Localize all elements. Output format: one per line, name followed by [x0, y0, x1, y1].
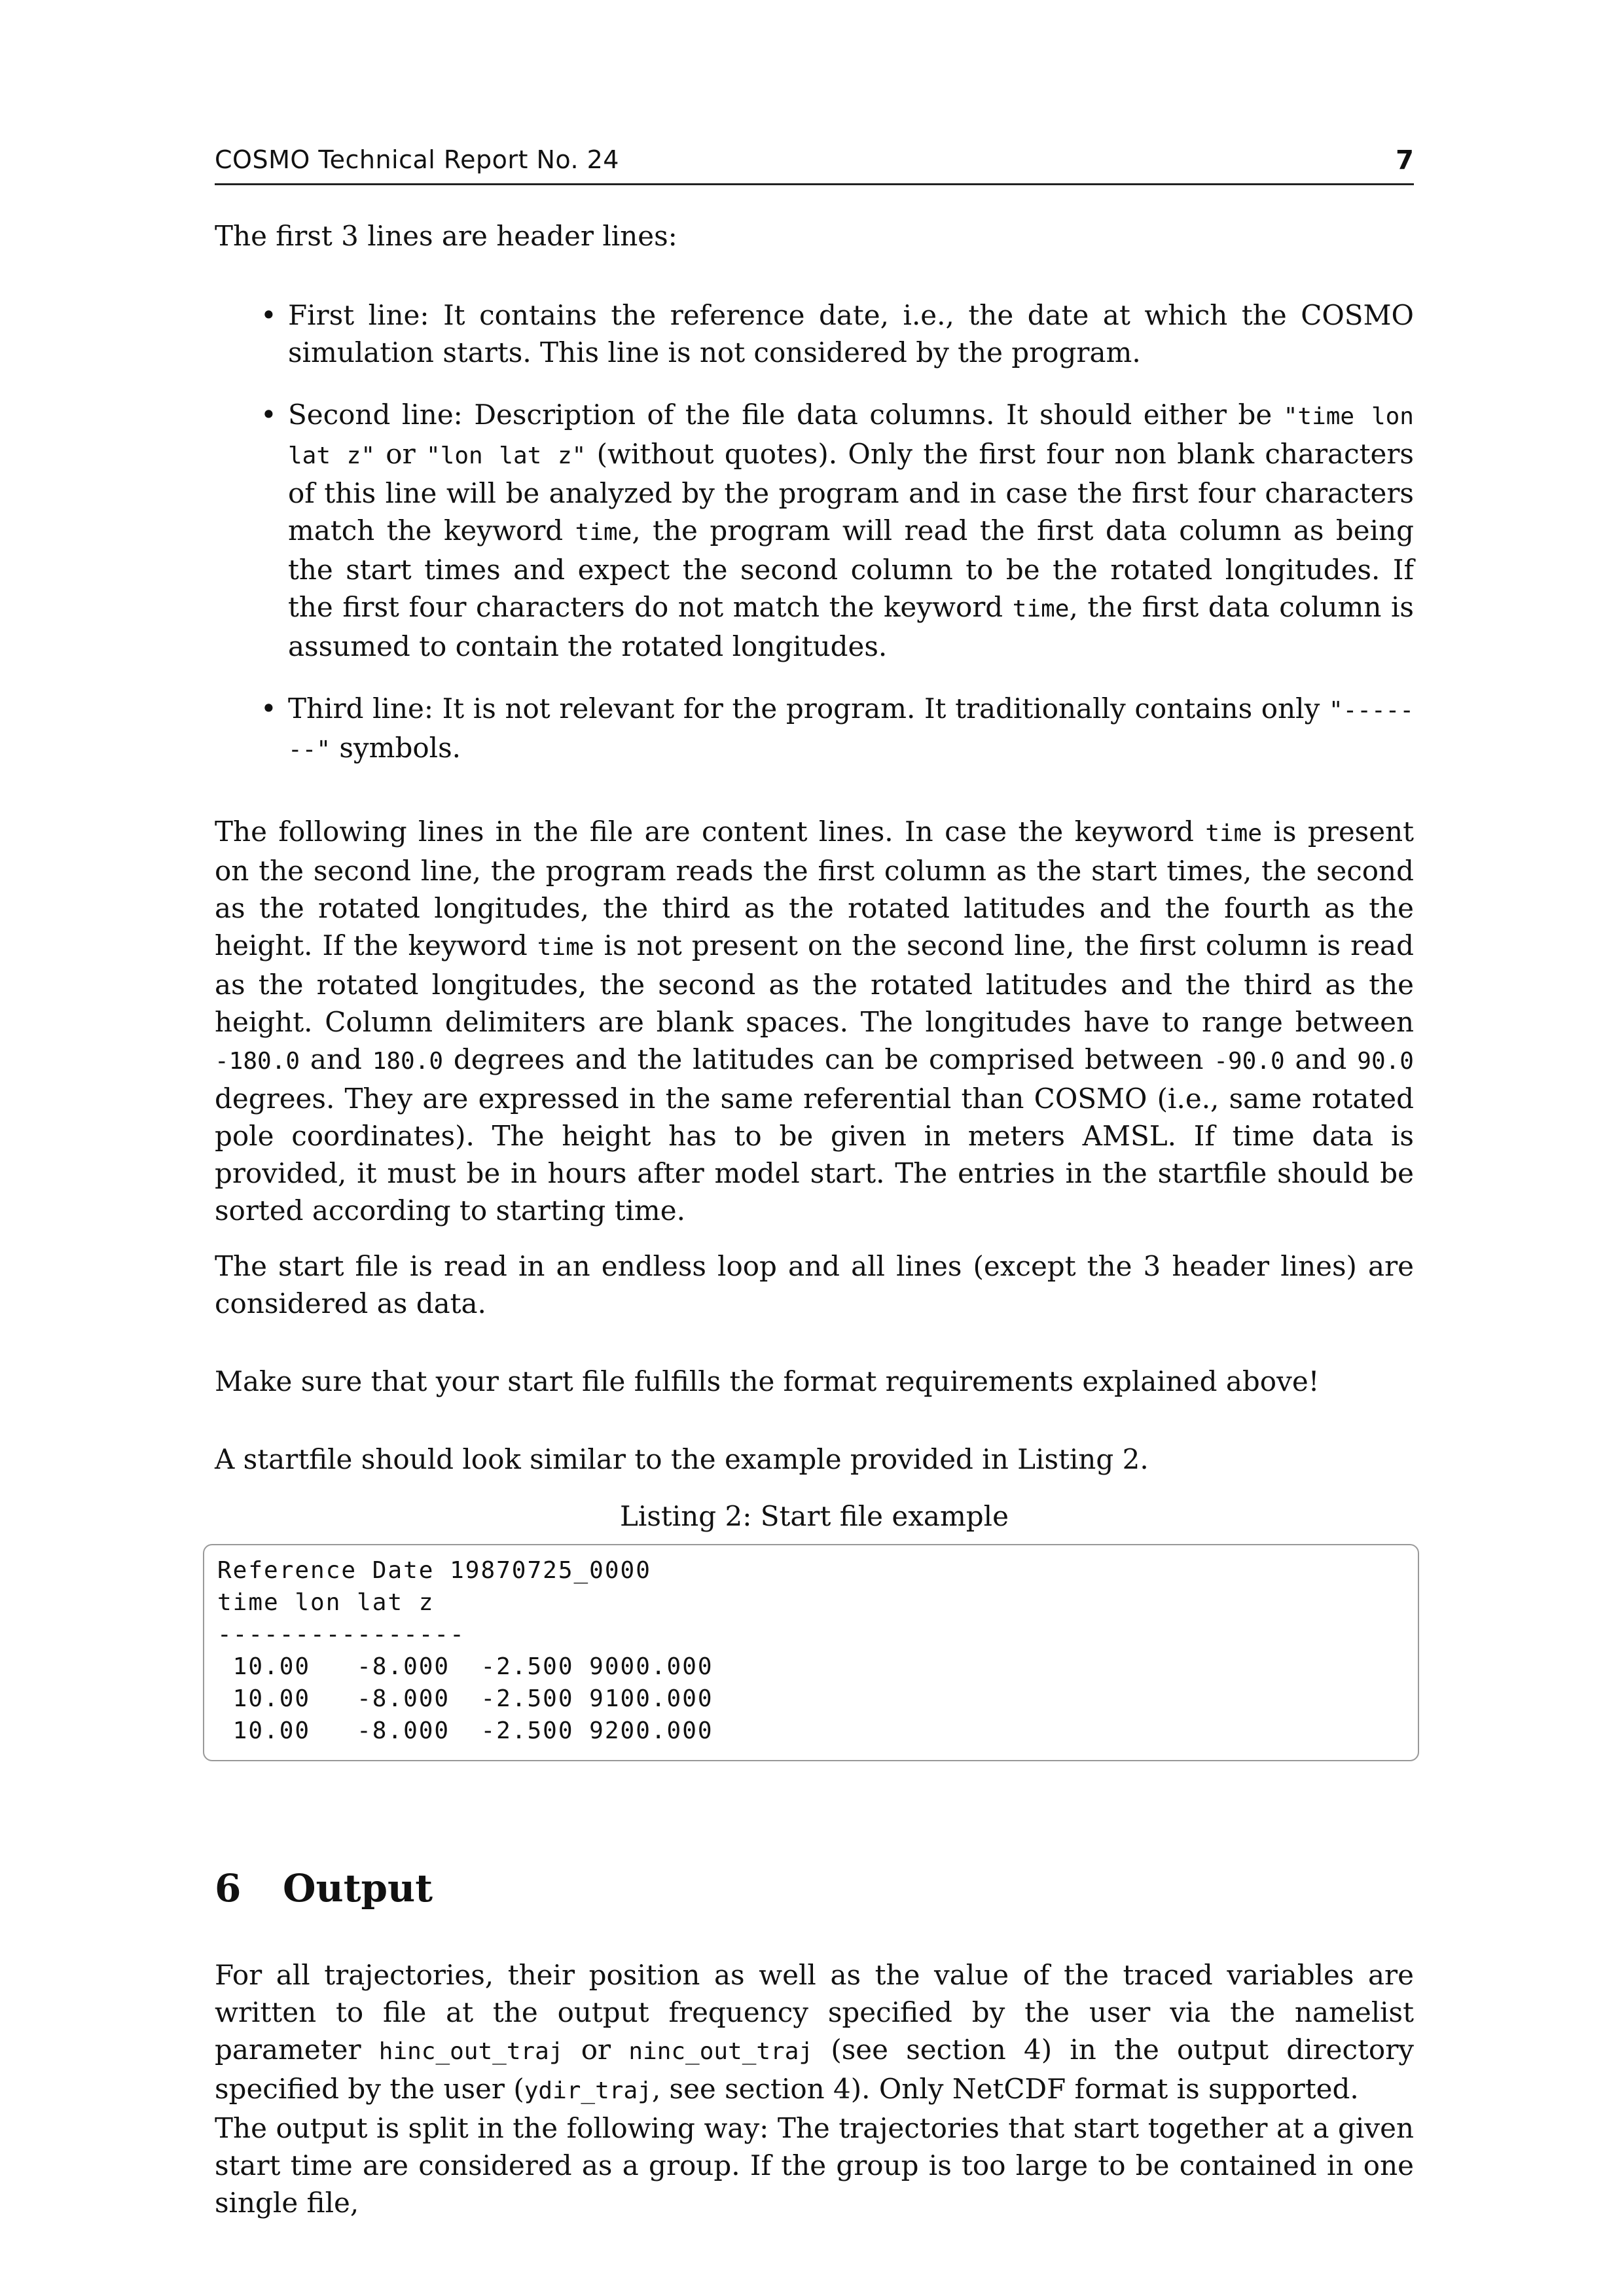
code-listing — [203, 1544, 1419, 1761]
list-item-text: Third line: It is not relevant for the program. It traditionally contains only — [288, 692, 1329, 725]
endless-loop-paragraph: The start file is read in an endless loop and all lines (except the 3 header lines) are considered as data. — [215, 1250, 1414, 1319]
running-header — [215, 143, 1414, 185]
inline-code: time — [575, 519, 632, 546]
code-line: Reference Date 19870725_0000 — [217, 1557, 651, 1584]
list-item — [215, 296, 1414, 371]
content-lines-paragraph — [215, 813, 1414, 1229]
inline-code: "lon lat z" — [425, 442, 586, 469]
inline-code: 180.0 — [372, 1048, 444, 1075]
bullet-icon: • — [261, 399, 277, 431]
output-paragraph — [215, 1956, 1414, 2109]
list-item-text: , the program will read the first data column as being the start times and expect the second column to be the rotated longitudes. If the first four characters do not match the keyword — [288, 514, 1415, 623]
list-item-text: Second line: Description of the file data columns. It should either be — [288, 399, 1284, 431]
intro-paragraph: The first 3 lines are header lines: — [215, 220, 677, 252]
inline-code: "time lon lat z" — [288, 403, 1414, 469]
inline-code: ydir_traj — [524, 2077, 652, 2104]
text-run: is not present on the second line, the first column is read as the rotated longitudes, the second as the rotated latitudes and the third as the height. Column delimiters are blank spaces. The longitudes have to range between — [215, 929, 1414, 1038]
inline-code: 90.0 — [1357, 1048, 1414, 1075]
text-run: For all trajectories, their position as well as the value of the traced variables are written to file at the output frequency specified by the user via the namelist parameter — [215, 1959, 1414, 2066]
text-run: (see section 4) in the output directory specified by the user ( — [215, 2034, 1415, 2105]
code-line: ---------------- — [217, 1621, 465, 1648]
list-item-text: or — [375, 438, 426, 470]
page-number: 7 — [1396, 145, 1414, 175]
list-item-text: (without quotes). Only the first four non blank characters of this line will be analyzed by the program and in case the first four characters match the keyword — [288, 438, 1414, 547]
listing-caption: Listing 2: Start file example — [620, 1500, 1009, 1532]
code-line: 10.00 -8.000 -2.500 9000.000 — [217, 1653, 713, 1680]
list-item-text: First line: It contains the reference date, i.e., the date at which the COSMO simulation starts. This line is not considered by the program. — [288, 299, 1414, 368]
list-item — [215, 396, 1414, 665]
inline-code: time — [537, 934, 594, 961]
text-run: degrees. They are expressed in the same referential than COSMO (i.e., same rotated pole coordinates). The height has to be given in meters AMSL. If time data is provided, it must be in hours after model start. The entries in the startfile should be sorted according to starting time. — [215, 1083, 1414, 1227]
inline-code: time — [1012, 596, 1070, 622]
inline-code: "-------" — [288, 697, 1414, 763]
inline-code: ninc_out_traj — [628, 2038, 814, 2065]
output-split-paragraph: The output is split in the following way: The trajectories that start together at a given start time are considered as a group. If the group is too large to be contained in one single file, — [215, 2112, 1414, 2219]
inline-code: -90.0 — [1214, 1048, 1285, 1075]
list-item — [215, 690, 1414, 768]
code-line: time lon lat z — [217, 1589, 435, 1616]
listing-reference-paragraph: A startfile should look similar to the example provided in Listing 2. — [215, 1443, 1149, 1475]
inline-code: -180.0 — [215, 1048, 300, 1075]
inline-code: time — [1205, 820, 1263, 847]
format-warning-paragraph: Make sure that your start file fulfills the format requirements explained above! — [215, 1365, 1320, 1397]
text-run: is present on the second line, the program reads the first column as the start times, the second as the rotated longitudes, the third as the rotated latitudes and the fourth as the height. If the keyword — [215, 816, 1415, 961]
text-run: and — [300, 1043, 372, 1075]
text-run: , see section 4). Only NetCDF format is supported. — [651, 2073, 1359, 2105]
text-run: degrees and the latitudes can be comprised between — [443, 1043, 1214, 1075]
code-line: 10.00 -8.000 -2.500 9100.000 — [217, 1685, 713, 1712]
section-number: 6 — [215, 1866, 242, 1910]
page-body — [215, 217, 1414, 2221]
text-run: or — [563, 2034, 629, 2066]
section-heading — [215, 1866, 1414, 1910]
report-title: COSMO Technical Report No. 24 — [215, 145, 619, 174]
text-run: The following lines in the file are content lines. In case the keyword — [215, 816, 1206, 848]
code-line: 10.00 -8.000 -2.500 9200.000 — [217, 1717, 713, 1744]
inline-code: hinc_out_traj — [378, 2038, 564, 2065]
header-lines-list — [215, 296, 1414, 768]
section-title: Output — [283, 1866, 433, 1910]
text-run: and — [1284, 1043, 1358, 1075]
list-item-text: , the first data column is assumed to contain the rotated longitudes. — [288, 591, 1414, 662]
bullet-icon: • — [261, 299, 277, 331]
list-item-text: symbols. — [331, 732, 461, 764]
bullet-icon: • — [261, 692, 277, 725]
